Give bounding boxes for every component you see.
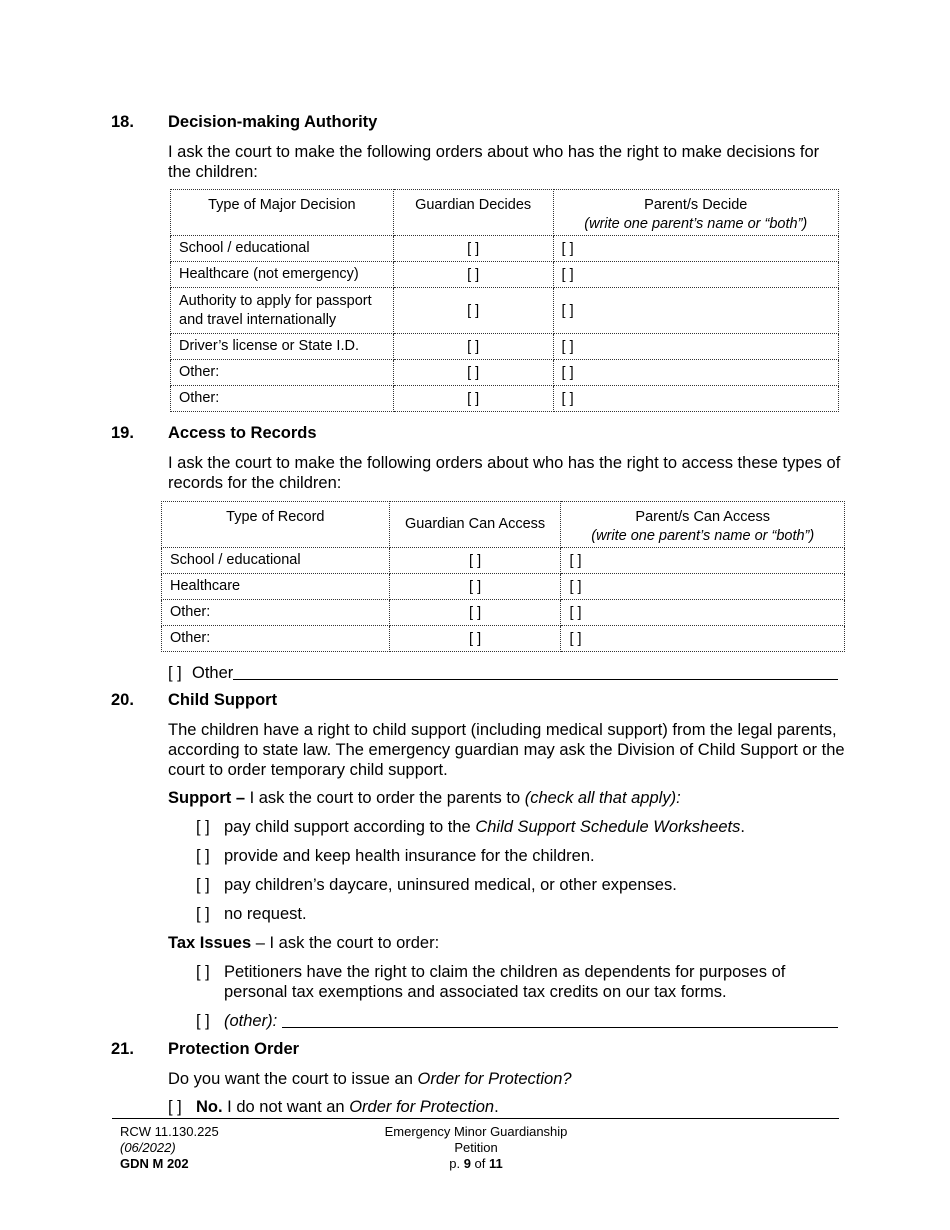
support-instruction: (check all that apply): <box>524 789 681 807</box>
footer-page <box>356 1156 596 1172</box>
table-row <box>162 626 845 652</box>
records-other-checkbox[interactable]: [ ] <box>168 664 182 682</box>
support-checkbox[interactable]: [ ] <box>196 818 210 836</box>
support-option-no-request <box>196 904 307 924</box>
guardian-checkbox[interactable]: [ ] <box>393 386 553 412</box>
guardian-checkbox[interactable]: [ ] <box>389 548 561 574</box>
records-col-type: Type of Record <box>162 502 390 548</box>
decision-type: Authority to apply for passport and travel internationally <box>171 288 394 334</box>
guardian-checkbox[interactable]: [ ] <box>393 262 553 288</box>
table-row <box>171 262 839 288</box>
tax-text: – I ask the court to order: <box>251 934 440 952</box>
tax-checkbox[interactable]: [ ] <box>196 1012 210 1030</box>
parent-checkbox[interactable]: [ ] <box>561 574 845 600</box>
tax-intro <box>168 933 843 953</box>
table-row <box>162 574 845 600</box>
tax-option-petitioners <box>196 962 826 1002</box>
parent-checkbox[interactable]: [ ] <box>553 386 838 412</box>
parent-checkbox[interactable]: [ ] <box>561 548 845 574</box>
table-row <box>171 334 839 360</box>
protection-no-order: Order for Protection <box>349 1098 495 1116</box>
footer-title: Emergency Minor Guardianship <box>384 1124 568 1139</box>
section-21-title: Protection Order <box>168 1040 300 1058</box>
decision-col-parents-note: (write one parent’s name or “both”) <box>584 216 808 232</box>
decision-type: Other: <box>171 386 394 412</box>
support-option-worksheets-title: Child Support Schedule Worksheets <box>475 818 741 836</box>
records-other-input-line[interactable] <box>233 679 838 680</box>
parent-checkbox[interactable]: [ ] <box>561 600 845 626</box>
records-other-label: Other <box>192 664 234 682</box>
parent-checkbox[interactable]: [ ] <box>553 288 838 334</box>
guardian-checkbox[interactable]: [ ] <box>393 236 553 262</box>
records-col-guardian: Guardian Can Access <box>389 502 561 548</box>
footer-page-total: 11 <box>489 1156 503 1171</box>
protection-no-text: I do not want an <box>222 1098 350 1116</box>
protection-no-period: . <box>494 1098 499 1116</box>
footer-page-prefix: p. <box>449 1156 464 1171</box>
tax-option-other-label: (other): <box>224 1012 278 1030</box>
table-row <box>162 600 845 626</box>
decision-type: Driver’s license or State I.D. <box>171 334 394 360</box>
footer-rcw: RCW 11.130.225 <box>120 1124 219 1139</box>
section-19-number: 19. <box>111 424 134 442</box>
footer-center <box>356 1124 596 1172</box>
parent-checkbox[interactable]: [ ] <box>553 262 838 288</box>
support-option-insurance <box>196 846 595 866</box>
protection-option-no <box>168 1097 499 1117</box>
decision-table <box>170 189 839 412</box>
support-option-text: provide and keep health insurance for the children. <box>224 847 595 865</box>
support-option-worksheets <box>196 817 745 837</box>
records-col-parents-note: (write one parent’s name or “both”) <box>591 528 815 544</box>
decision-type: School / educational <box>171 236 394 262</box>
section-20-title: Child Support <box>168 691 278 709</box>
support-label: Support – <box>168 789 245 807</box>
table-row <box>171 360 839 386</box>
footer-page-number: 9 <box>463 1156 471 1171</box>
tax-checkbox[interactable]: [ ] <box>196 963 210 981</box>
support-checkbox[interactable]: [ ] <box>196 905 210 923</box>
records-col-parents-label: Parent/s Can Access <box>635 509 771 525</box>
protection-question-text: Do you want the court to issue an <box>168 1070 418 1088</box>
protection-question-order: Order for Protection? <box>417 1070 572 1088</box>
section-21-number: 21. <box>111 1040 134 1058</box>
footer-left <box>120 1124 219 1172</box>
tax-other-input-line[interactable] <box>282 1027 838 1028</box>
tax-option-text: Petitioners have the right to claim the children as dependents for purposes of personal tax exemptions and associated tax credits on our tax forms. <box>224 963 786 1001</box>
record-type: Healthcare <box>162 574 390 600</box>
table-row <box>171 288 839 334</box>
record-type: Other: <box>162 600 390 626</box>
tax-option-other <box>196 1011 277 1031</box>
section-20-intro: The children have a right to child support (including medical support) from the legal parents, according to state law. The emergency guardian may ask the Division of Child Support or the court to order temporary child support. <box>168 721 845 779</box>
footer-date: (06/2022) <box>120 1140 176 1155</box>
support-option-text: no request. <box>224 905 307 923</box>
decision-table-header <box>171 190 839 236</box>
decision-type: Healthcare (not emergency) <box>171 262 394 288</box>
table-row <box>171 236 839 262</box>
footer-subtitle: Petition <box>454 1140 498 1155</box>
table-row <box>162 548 845 574</box>
guardian-checkbox[interactable]: [ ] <box>393 334 553 360</box>
support-option-text: pay child support according to the <box>224 818 476 836</box>
support-checkbox[interactable]: [ ] <box>196 847 210 865</box>
section-20-number: 20. <box>111 691 134 709</box>
section-19-title: Access to Records <box>168 424 317 442</box>
guardian-checkbox[interactable]: [ ] <box>393 288 553 334</box>
section-18-intro: I ask the court to make the following orders about who has the right to make decisions for the children: <box>168 143 820 181</box>
decision-col-parents <box>553 190 838 236</box>
record-type: School / educational <box>162 548 390 574</box>
records-other-option <box>168 663 233 683</box>
records-table-header <box>162 502 845 548</box>
support-option-text: pay children’s daycare, uninsured medical, or other expenses. <box>224 876 677 894</box>
support-option-expenses <box>196 875 677 895</box>
parent-checkbox[interactable]: [ ] <box>553 360 838 386</box>
parent-checkbox[interactable]: [ ] <box>561 626 845 652</box>
support-intro <box>168 788 843 808</box>
tax-label: Tax Issues <box>168 934 252 952</box>
decision-col-type: Type of Major Decision <box>171 190 394 236</box>
parent-checkbox[interactable]: [ ] <box>553 334 838 360</box>
protection-no-label: No. <box>196 1098 223 1116</box>
footer-form-number: GDN M 202 <box>120 1156 189 1171</box>
guardian-checkbox[interactable]: [ ] <box>389 574 561 600</box>
protection-question <box>168 1069 843 1089</box>
guardian-checkbox[interactable]: [ ] <box>389 626 561 652</box>
footer-page-of: of <box>470 1156 490 1171</box>
guardian-checkbox[interactable]: [ ] <box>393 360 553 386</box>
footer-divider <box>112 1118 839 1119</box>
support-text: I ask the court to order the parents to <box>245 789 525 807</box>
decision-type: Other: <box>171 360 394 386</box>
section-19-intro: I ask the court to make the following orders about who has the right to access these types of records for the children: <box>168 454 841 492</box>
section-18-number: 18. <box>111 113 134 131</box>
section-18-title: Decision-making Authority <box>168 113 378 131</box>
record-type: Other: <box>162 626 390 652</box>
decision-col-guardian: Guardian Decides <box>393 190 553 236</box>
guardian-checkbox[interactable]: [ ] <box>389 600 561 626</box>
table-row <box>171 386 839 412</box>
protection-checkbox[interactable]: [ ] <box>168 1098 182 1116</box>
records-col-parents <box>561 502 845 548</box>
support-option-period: . <box>740 818 745 836</box>
support-checkbox[interactable]: [ ] <box>196 876 210 894</box>
decision-col-parents-label: Parent/s Decide <box>644 197 748 213</box>
parent-checkbox[interactable]: [ ] <box>553 236 838 262</box>
records-table <box>161 501 845 652</box>
